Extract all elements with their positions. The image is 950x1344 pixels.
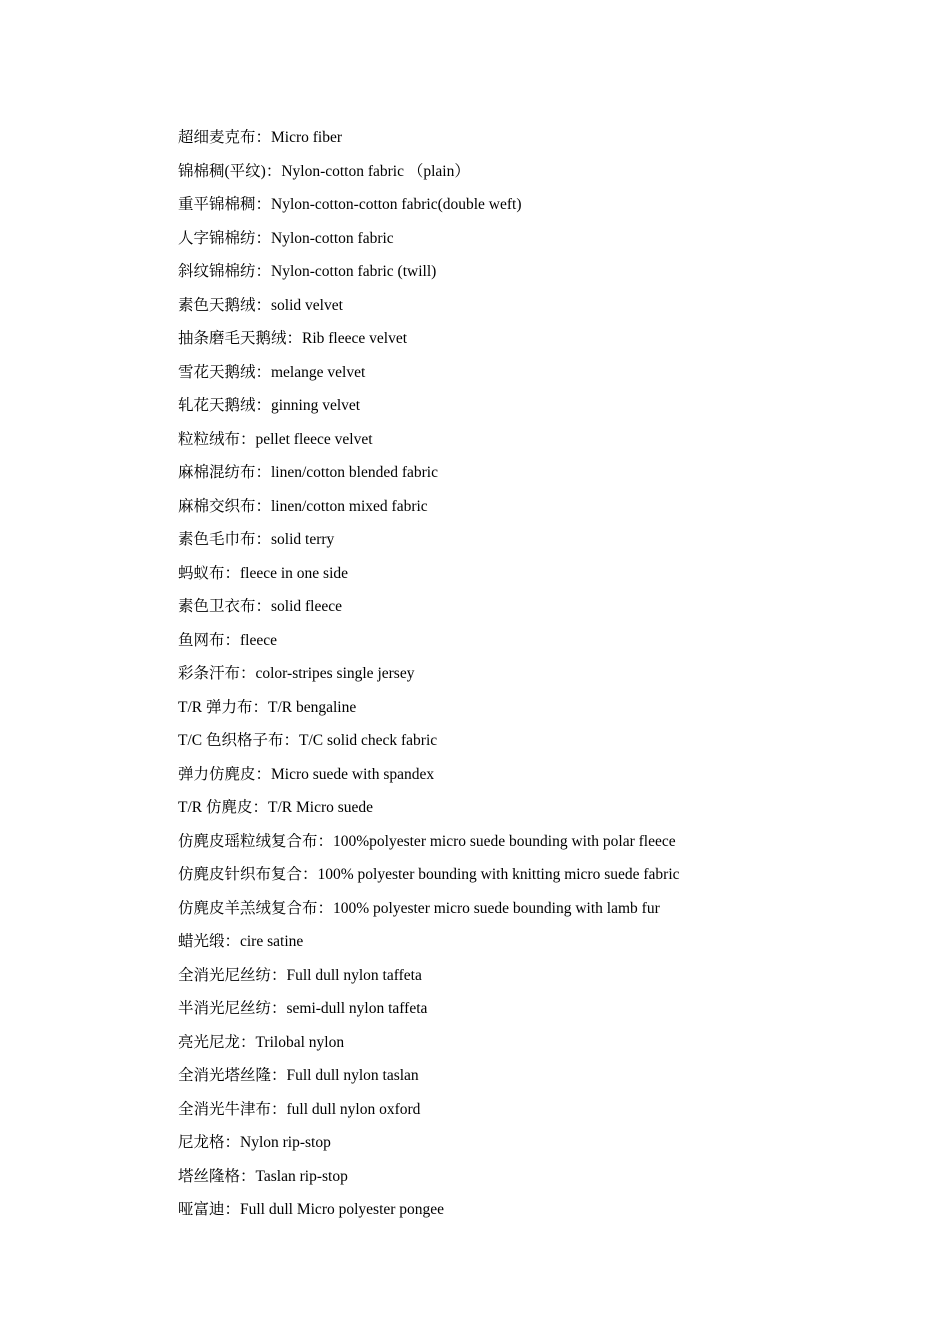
fabric-glossary-list bbox=[178, 126, 898, 1232]
glossary-entry bbox=[178, 227, 898, 261]
glossary-entry bbox=[178, 495, 898, 529]
glossary-entry-text: 全消光牛津布：full dull nylon oxford bbox=[178, 1100, 421, 1118]
glossary-entry bbox=[178, 1098, 898, 1132]
glossary-entry-text: 超细麦克布：Micro fiber bbox=[178, 129, 343, 146]
glossary-entry bbox=[178, 930, 898, 964]
glossary-entry-text: 哑富迪：Full dull Micro polyester pongee bbox=[178, 1201, 445, 1218]
glossary-entry-text: 素色卫衣布：solid fleece bbox=[178, 598, 343, 615]
glossary-entry bbox=[178, 595, 898, 629]
glossary-entry-text: T/R 仿麂皮：T/R Micro suede bbox=[178, 799, 374, 816]
glossary-entry bbox=[178, 729, 898, 763]
glossary-entry-text: 麻棉混纺布：linen/cotton blended fabric bbox=[178, 464, 438, 481]
glossary-entry bbox=[178, 260, 898, 294]
glossary-entry-text: T/R 弹力布：T/R bengaline bbox=[178, 698, 357, 716]
glossary-entry bbox=[178, 428, 898, 462]
glossary-entry bbox=[178, 361, 898, 395]
glossary-entry bbox=[178, 126, 898, 160]
glossary-entry bbox=[178, 696, 898, 730]
glossary-entry-text: 仿麂皮羊羔绒复合布：100% polyester micro suede bounding with lamb fur bbox=[178, 899, 660, 917]
glossary-entry-text: 蜡光缎：cire satine bbox=[178, 933, 304, 950]
glossary-entry bbox=[178, 528, 898, 562]
glossary-entry-text: 蚂蚁布：fleece in one side bbox=[178, 564, 349, 582]
glossary-entry-text: 粒粒绒布：pellet fleece velvet bbox=[178, 430, 373, 448]
glossary-entry bbox=[178, 897, 898, 931]
glossary-entry-text: 弹力仿麂皮：Micro suede with spandex bbox=[178, 765, 435, 783]
glossary-entry bbox=[178, 964, 898, 998]
glossary-entry bbox=[178, 327, 898, 361]
glossary-entry bbox=[178, 629, 898, 663]
glossary-entry bbox=[178, 863, 898, 897]
glossary-entry bbox=[178, 1131, 898, 1165]
glossary-entry-text: 斜纹锦棉纺：Nylon-cotton fabric (twill) bbox=[178, 263, 437, 280]
glossary-entry-text: 亮光尼龙：Trilobal nylon bbox=[178, 1033, 345, 1051]
glossary-entry bbox=[178, 461, 898, 495]
glossary-entry bbox=[178, 1165, 898, 1199]
glossary-entry-text: 鱼网布：fleece bbox=[178, 631, 277, 649]
glossary-entry-text: 素色天鹅绒：solid velvet bbox=[178, 296, 343, 314]
glossary-entry bbox=[178, 1064, 898, 1098]
glossary-entry bbox=[178, 763, 898, 797]
glossary-entry-text: 全消光塔丝隆：Full dull nylon taslan bbox=[178, 1067, 419, 1084]
glossary-entry-text: 重平锦棉稠：Nylon-cotton-cotton fabric(double weft) bbox=[178, 196, 522, 213]
glossary-entry bbox=[178, 160, 898, 194]
glossary-entry-text: 塔丝隆格：Taslan rip-stop bbox=[178, 1167, 348, 1185]
glossary-entry-text: 雪花天鹅绒：melange velvet bbox=[178, 363, 366, 381]
glossary-entry bbox=[178, 1198, 898, 1232]
glossary-entry-text: 麻棉交织布：linen/cotton mixed fabric bbox=[178, 497, 428, 515]
glossary-entry bbox=[178, 193, 898, 227]
glossary-entry bbox=[178, 997, 898, 1031]
glossary-entry-text: 彩条汗布：color-stripes single jersey bbox=[178, 665, 415, 682]
glossary-entry bbox=[178, 1031, 898, 1065]
glossary-entry-text: 素色毛巾布：solid terry bbox=[178, 531, 335, 548]
glossary-entry-text: 人字锦棉纺：Nylon-cotton fabric bbox=[178, 229, 394, 247]
glossary-entry-text: 半消光尼丝纺：semi-dull nylon taffeta bbox=[178, 1000, 428, 1017]
glossary-entry-text: 全消光尼丝纺：Full dull nylon taffeta bbox=[178, 966, 422, 984]
glossary-entry bbox=[178, 662, 898, 696]
glossary-entry-text: T/C 色织格子布：T/C solid check fabric bbox=[178, 732, 438, 749]
glossary-entry bbox=[178, 830, 898, 864]
glossary-entry bbox=[178, 394, 898, 428]
glossary-entry-text: 抽条磨毛天鹅绒：Rib fleece velvet bbox=[178, 330, 408, 347]
glossary-entry-text: 仿麂皮瑶粒绒复合布：100%polyester micro suede bounding with polar fleece bbox=[178, 832, 676, 850]
glossary-entry bbox=[178, 796, 898, 830]
glossary-entry bbox=[178, 294, 898, 328]
glossary-entry-text: 锦棉稠(平纹)：Nylon-cotton fabric （plain） bbox=[178, 162, 470, 180]
glossary-entry-text: 轧花天鹅绒：ginning velvet bbox=[178, 397, 361, 414]
glossary-entry-text: 仿麂皮针织布复合：100% polyester bounding with knitting micro suede fabric bbox=[178, 866, 680, 883]
glossary-entry-text: 尼龙格：Nylon rip-stop bbox=[178, 1134, 331, 1151]
glossary-entry bbox=[178, 562, 898, 596]
